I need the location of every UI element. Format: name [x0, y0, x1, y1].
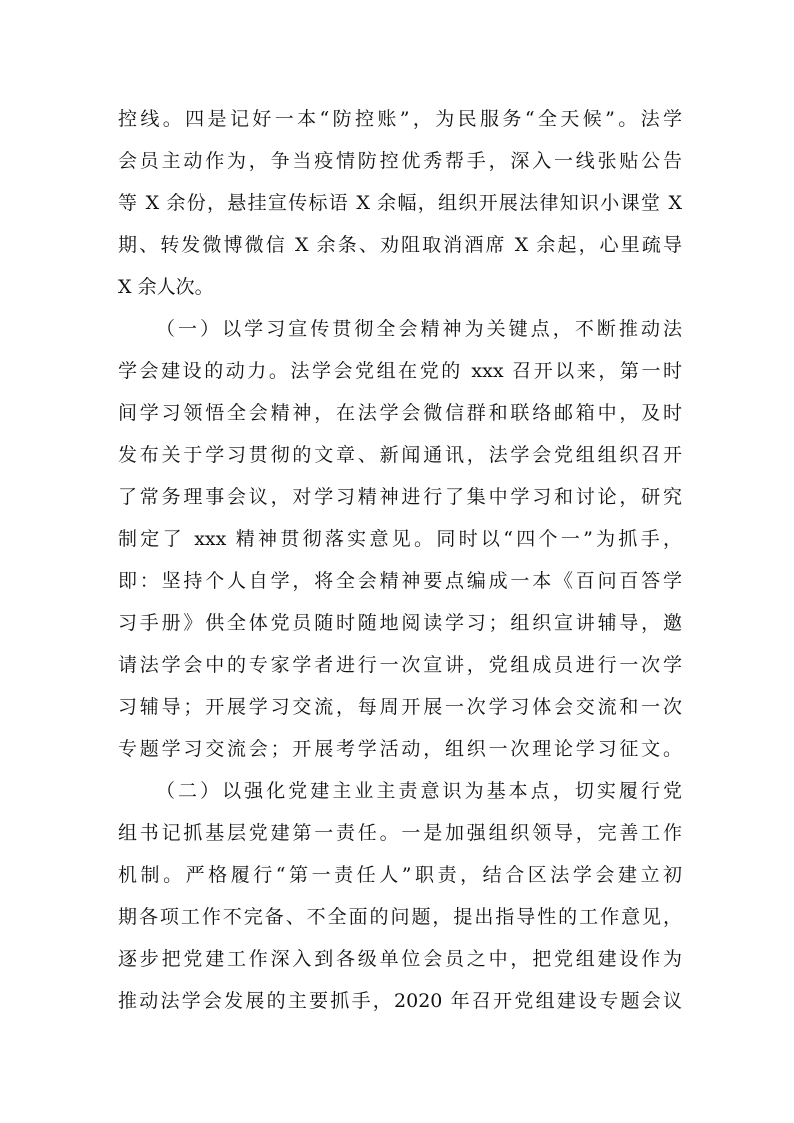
text-line: 间学习领悟全会精神，在法学会微信群和联络邮箱中，及时: [118, 402, 682, 424]
text-line: 发布关于学习贯彻的文章、新闻通讯，法学会党组组织召开: [118, 444, 682, 466]
text-line: （二）以强化党建主业主责意识为基本点，切实履行党: [156, 780, 682, 802]
text-line: 即：坚持个人自学，将全会精神要点编成一本《百问百答学: [118, 570, 682, 592]
document-body: [118, 98, 682, 1022]
text-line: 习辅导；开展学习交流，每周开展一次学习体会交流和一次: [118, 696, 682, 718]
text-line: 会员主动作为，争当疫情防控优秀帮手，深入一线张贴公告: [118, 150, 682, 172]
text-line: 逐步把党建工作深入到各级单位会员之中，把党组建设作为: [118, 948, 682, 970]
text-line: 请法学会中的专家学者进行一次宣讲，党组成员进行一次学: [118, 654, 682, 676]
text-line: X 余人次。: [118, 276, 214, 298]
text-line: 了常务理事会议，对学习精神进行了集中学习和讨论，研究: [118, 486, 682, 508]
text-line: 等 X 余份，悬挂宣传标语 X 余幅，组织开展法律知识小课堂 X: [118, 192, 682, 214]
paragraph-1: [118, 98, 682, 308]
text-line: 机制。严格履行“第一责任人”职责，结合区法学会建立初: [118, 864, 682, 886]
text-line: 控线。四是记好一本“防控账”，为民服务“全天候”。法学: [118, 108, 682, 130]
text-line: 制定了 xxx 精神贯彻落实意见。同时以“四个一”为抓手，: [118, 528, 682, 550]
paragraph-2: [118, 308, 682, 770]
text-line: 期各项工作不完备、不全面的问题，提出指导性的工作意见，: [118, 906, 682, 928]
text-line: 习手册》供全体党员随时随地阅读学习；组织宣讲辅导，邀: [118, 612, 682, 634]
text-line: 组书记抓基层党建第一责任。一是加强组织领导，完善工作: [118, 822, 682, 844]
text-line: 学会建设的动力。法学会党组在党的 xxx 召开以来，第一时: [118, 360, 682, 382]
text-line: （一）以学习宣传贯彻全会精神为关键点，不断推动法: [156, 318, 682, 340]
text-line: 推动法学会发展的主要抓手，2020 年召开党组建设专题会议: [118, 990, 682, 1012]
text-line: 专题学习交流会；开展考学活动，组织一次理论学习征文。: [118, 738, 682, 760]
text-line: 期、转发微博微信 X 余条、劝阻取消酒席 X 余起，心里疏导: [118, 234, 682, 256]
paragraph-3: [118, 770, 682, 1022]
